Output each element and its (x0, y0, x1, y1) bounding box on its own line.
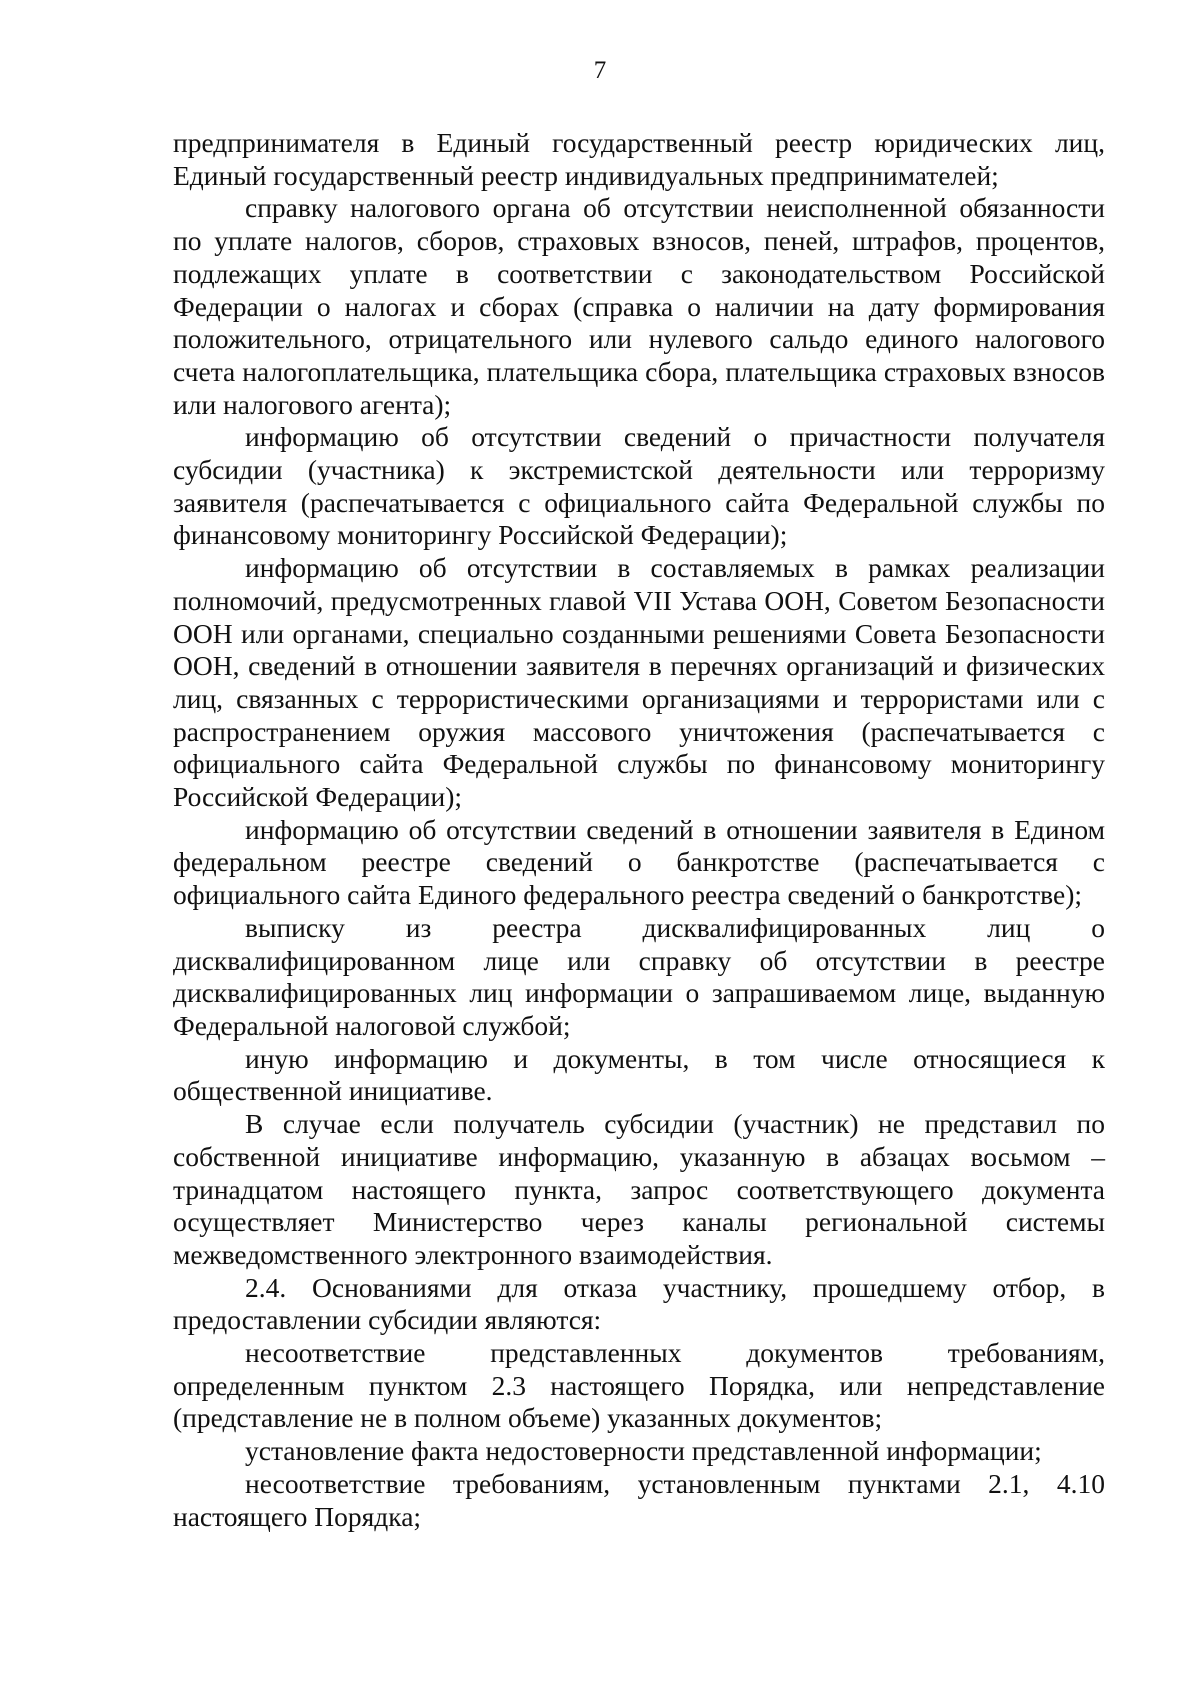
paragraph-extremism-info: информацию об отсутствии сведений о причастности получателя субсидии (участника) к экстремистской деятельности или терроризму заявителя (распечатывается с официального сайта Федеральной службы по финансовому мониторингу Российской Федерации); (173, 421, 1105, 551)
paragraph-un-security-council-info: информацию об отсутствии в составляемых в рамках реализации полномочий, предусмотренных главой VII Устава ООН, Советом Безопасности ООН или органами, специально созданными решениями Совета Безопасности ООН, сведений в отношении заявителя в перечнях организаций и физических лиц, связанных с террористическими организациями и террористами или с распространением оружия массового уничтожения (распечатывается с официального сайта Федеральной службы по финансовому мониторингу Российской Федерации); (173, 552, 1105, 813)
paragraph-requirements-mismatch: несоответствие требованиям, установленным пунктами 2.1, 4.10 настоящего Порядка; (173, 1467, 1105, 1532)
paragraph-document-mismatch: несоответствие представленных документов требованиям, определенным пунктом 2.3 настоящего Порядка, или непредставление (представление не в полном объеме) указанных документов; (173, 1337, 1105, 1434)
paragraph-disqualified-persons: выписку из реестра дисквалифицированных лиц о дисквалифицированном лице или справку об отсутствии в реестре дисквалифицированных лиц информации о запрашиваемом лице, выданную Федеральной налоговой службой; (173, 911, 1105, 1041)
paragraph-false-information: установление факта недостоверности представленной информации; (245, 1435, 1042, 1467)
paragraph-interagency-request: В случае если получатель субсидии (участник) не представил по собственной инициативе информацию, указанную в абзацах восьмом – тринадцатом настоящего пункта, запрос соответствующего документа осуществляет Министерство через каналы региональной системы межведомственного электронного взаимодействия. (173, 1108, 1105, 1270)
paragraph-bankruptcy-info: информацию об отсутствии сведений в отношении заявителя в Едином федеральном реестре сведений о банкротстве (распечатывается с официального сайта Единого федерального реестра сведений о банкротстве); (173, 813, 1105, 911)
paragraph-other-info: иную информацию и документы, в том числе относящиеся к общественной инициативе. (173, 1042, 1105, 1107)
page-number: 7 (593, 57, 607, 84)
document-body (173, 127, 1105, 1533)
paragraph-continuation: предпринимателя в Единый государственный реестр юридических лиц, Единый государственный реестр индивидуальных предпринимателей; (173, 127, 1105, 191)
paragraph-tax-certificate: справку налогового органа об отсутствии неисполненной обязанности по уплате налогов, сборов, страховых взносов, пеней, штрафов, процентов, подлежащих уплате в соответствии с законодательством Российской Федерации о налогах и сборах (справка о наличии на дату формирования положительного, отрицательного или нулевого сальдо единого налогового счета налогоплательщика, плательщика сбора, плательщика страховых взносов или налогового агента); (173, 192, 1105, 420)
paragraph-section-2-4: 2.4. Основаниями для отказа участнику, прошедшему отбор, в предоставлении субсидии являются: (173, 1271, 1105, 1336)
